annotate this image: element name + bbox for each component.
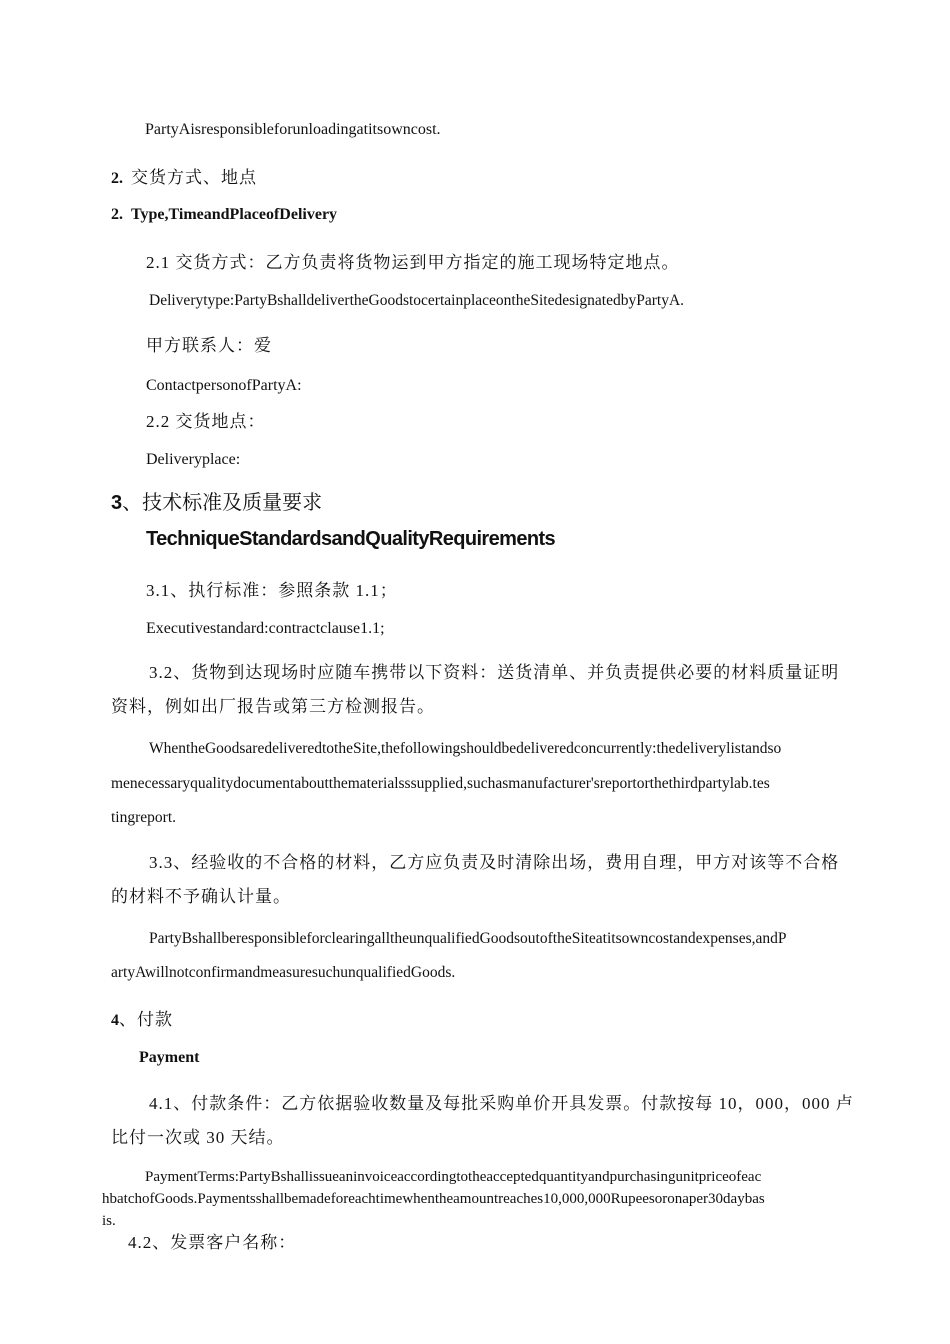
clause-3-3-cn-line2: 的材料不予确认计量。 [111, 887, 291, 906]
clause-3-3-en-line1: PartyBshallberesponsibleforclearingalltheunqualifiedGoodsoutoftheSiteatitsowncostandexpenses,andP [149, 930, 787, 947]
section-3-title-cn: 、技术标准及质量要求 [122, 492, 323, 514]
clause-4-1-en-line2: hbatchofGoods.Paymentsshallbemadeforeachtimewhentheamountreaches10,000,000Rupeesoronaper30daybas [102, 1191, 765, 1207]
unloading-cost-line: PartyAisresponsibleforunloadingatitsowncost. [145, 121, 441, 138]
section-2-number: 2. [111, 170, 123, 187]
clause-3-3-en-line2: artyAwillnotconfirmandmeasuresuchunqualifiedGoods. [111, 964, 456, 981]
section-4-title-cn: 、付款 [119, 1010, 173, 1029]
clause-4-1-cn-line2: 比付一次或 30 天结。 [111, 1128, 285, 1147]
clause-3-2-en-line3: tingreport. [111, 809, 176, 826]
section-2-heading-en [111, 205, 337, 225]
section-2-title-en: Type,TimeandPlaceofDelivery [131, 206, 338, 223]
clause-4-2-cn: 4.2、发票客户名称： [128, 1233, 297, 1252]
clause-3-2-en-line2: menecessaryqualitydocumentaboutthematerialsssupplied,suchasmanufacturer'sreportorthethirdpartylab.tes [111, 775, 770, 792]
section-2-title-cn: 交货方式、地点 [131, 168, 257, 187]
section-3-heading-en: TechniqueStandardsandQualityRequirements [146, 528, 556, 550]
section-4-heading-en: Payment [139, 1049, 200, 1066]
clause-2-1-cn: 2.1 交货方式：乙方负责将货物运到甲方指定的施工现场特定地点。 [146, 253, 680, 272]
clause-3-1-cn: 3.1、执行标准：参照条款 1.1； [146, 581, 398, 600]
section-2-number-en: 2. [111, 206, 123, 223]
clause-4-1-en-line3: is. [102, 1213, 116, 1229]
section-2-heading-cn [111, 168, 257, 189]
clause-2-1-en: Deliverytype:PartyBshalldelivertheGoodstocertainplaceontheSitedesignatedbyPartyA. [149, 292, 685, 309]
clause-3-1-en: Executivestandard:contractclause1.1; [146, 620, 385, 637]
contact-person-en: ContactpersonofPartyA: [146, 377, 302, 394]
section-3-number: 3 [111, 492, 123, 514]
section-4-heading-cn [111, 1010, 173, 1031]
contact-person-cn: 甲方联系人：爱 [146, 336, 272, 355]
clause-3-2-en-line1: WhentheGoodsaredeliveredtotheSite,thefollowingshouldbedeliveredconcurrently:thedeliverylistandso [149, 740, 782, 757]
clause-4-1-cn-line1: 4.1、付款条件：乙方依据验收数量及每批采购单价开具发票。付款按每 10，000，000 卢 [149, 1094, 854, 1113]
clause-2-2-en: Deliveryplace: [146, 451, 241, 468]
clause-3-3-cn-line1: 3.3、经验收的不合格的材料，乙方应负责及时清除出场，费用自理，甲方对该等不合格 [149, 853, 840, 872]
clause-4-1-en-line1: PaymentTerms:PartyBshallissueaninvoiceaccordingtotheacceptedquantityandpurchasingunitpriceofeac [145, 1169, 762, 1185]
section-4-number: 4 [111, 1012, 119, 1029]
clause-2-2-cn: 2.2 交货地点： [146, 412, 266, 431]
clause-3-2-cn-line2: 资料，例如出厂报告或第三方检测报告。 [111, 697, 435, 716]
clause-3-2-cn-line1: 3.2、货物到达现场时应随车携带以下资料：送货清单、并负责提供必要的材料质量证明 [149, 663, 840, 682]
section-3-heading-cn [111, 490, 322, 516]
